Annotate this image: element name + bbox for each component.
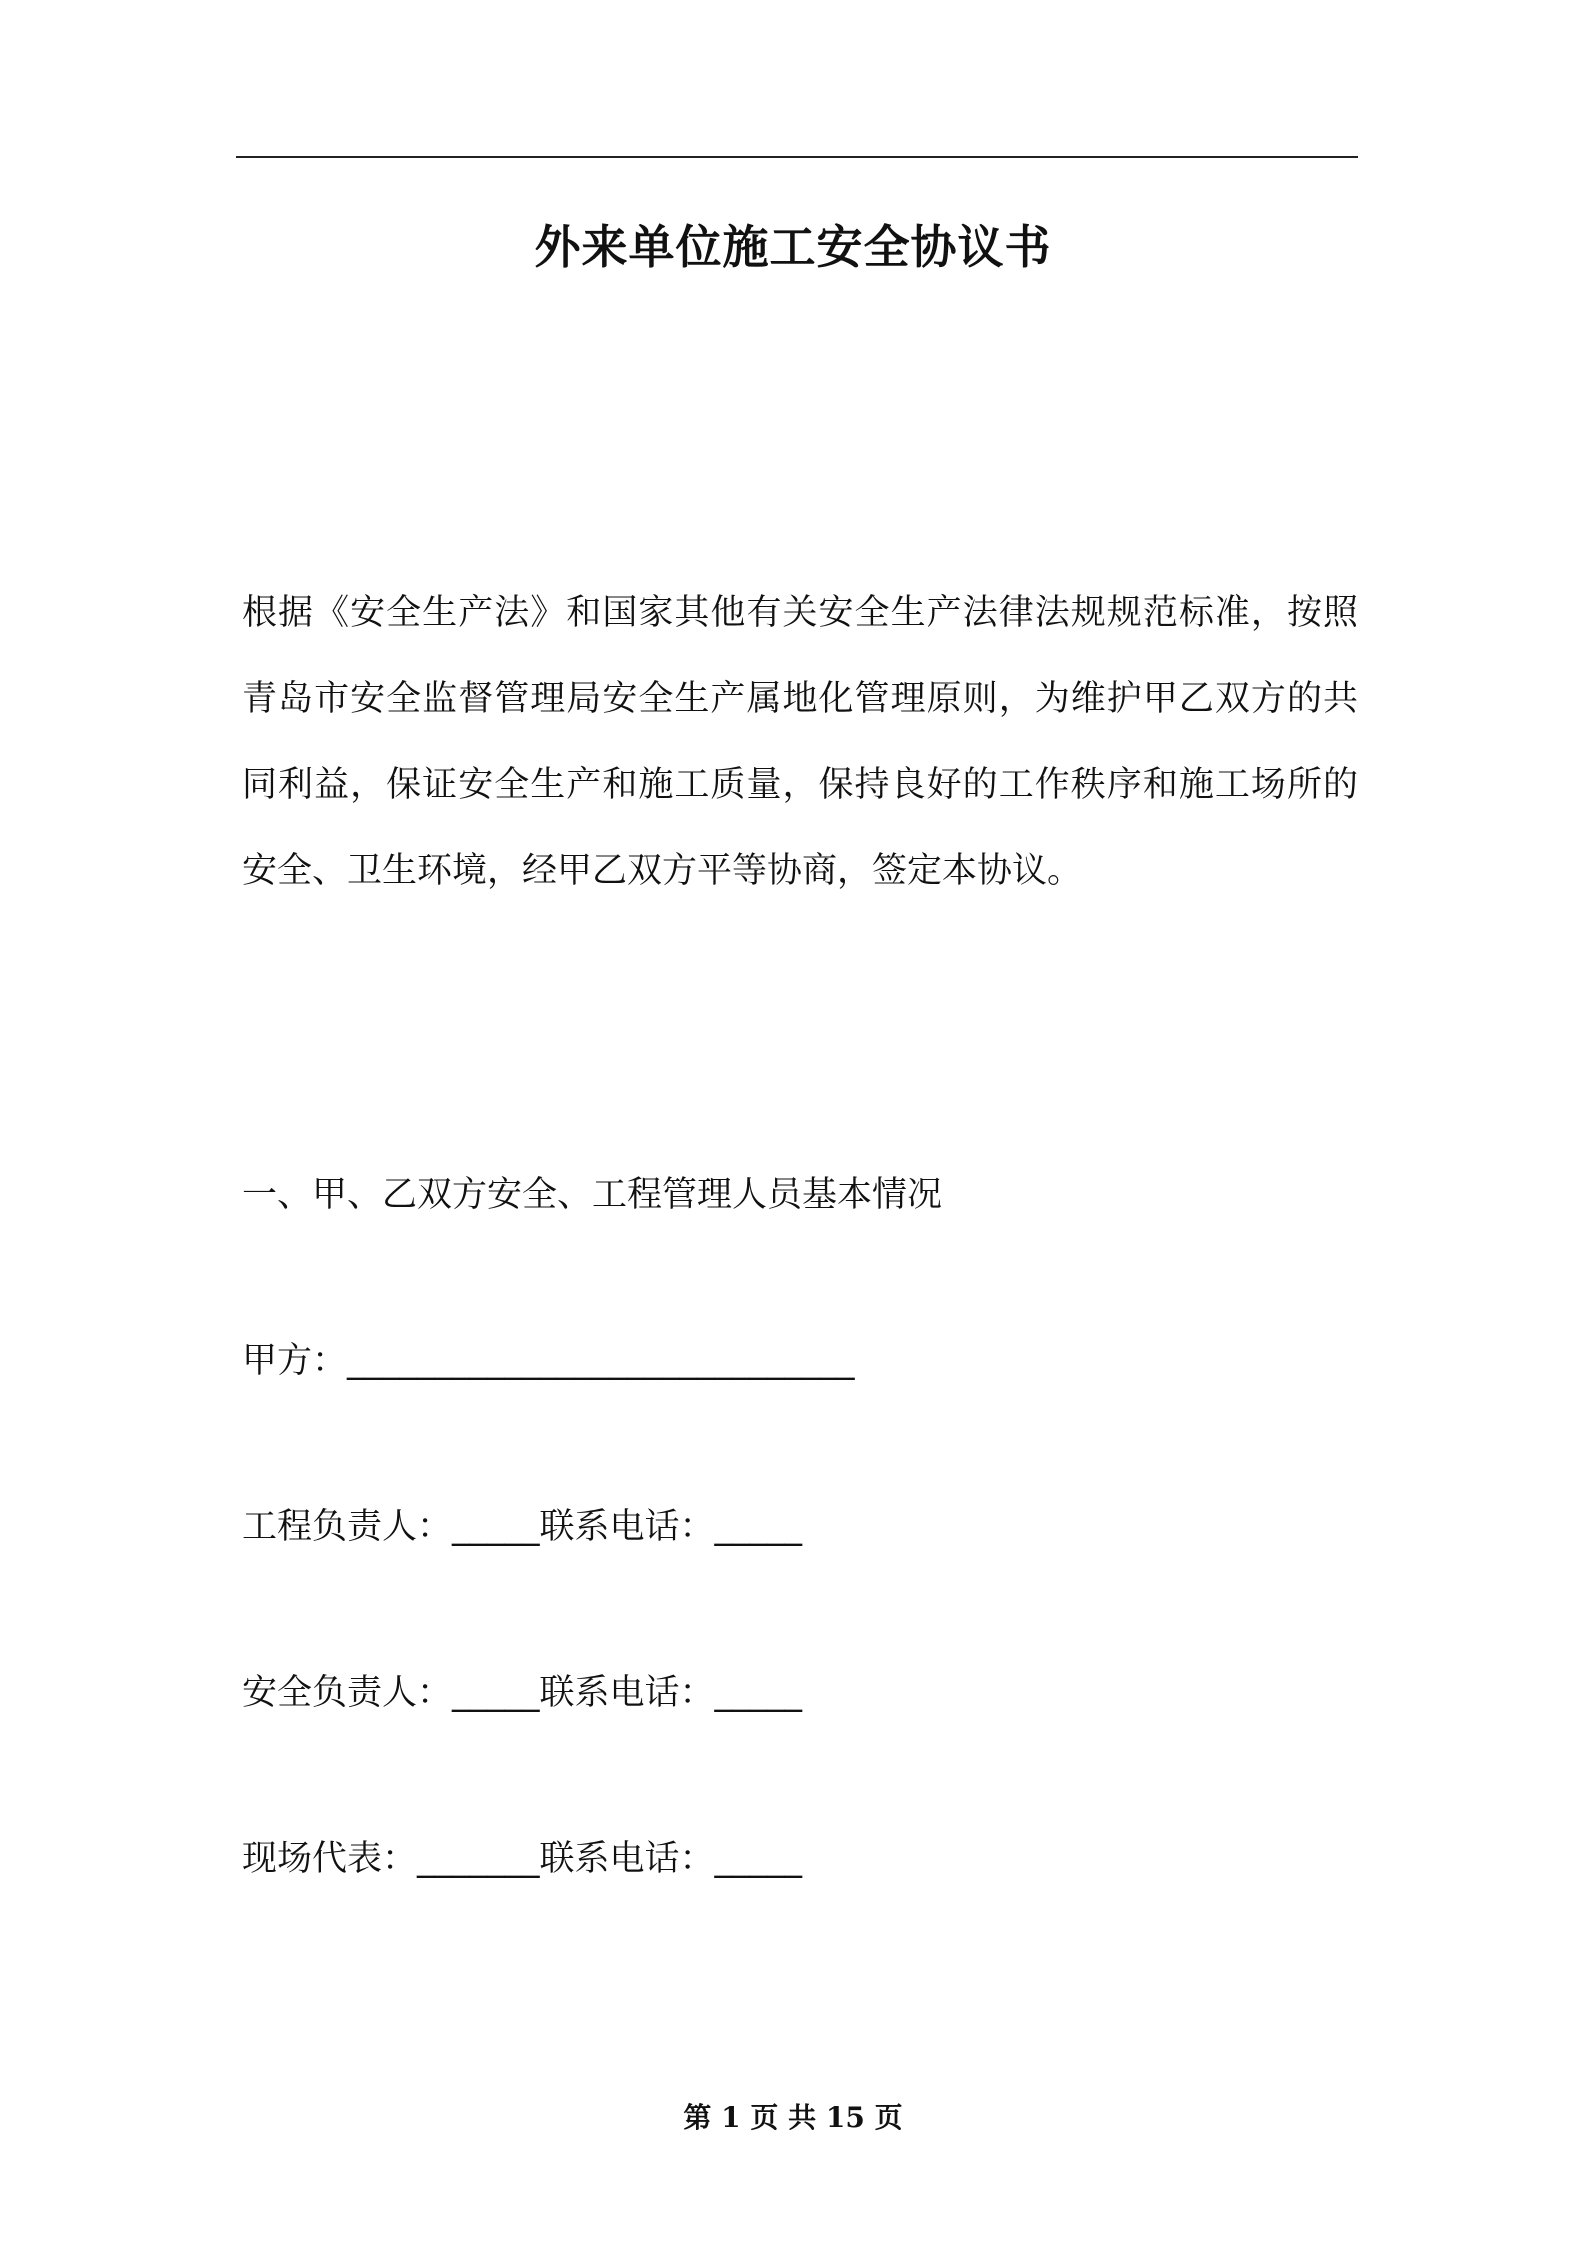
party-a-field: 甲方：_____________________________ [242, 1341, 855, 1381]
document-title: 外来单位施工安全协议书 [534, 220, 1052, 274]
intro-paragraph: 根据《安全生产法》和国家其他有关安全生产法律法规规范标准，按照青岛市安全监督管理局安全生产属地化管理原则，为维护甲乙双方的共同利益，保证安全生产和施工质量，保持良好的工作秩序和施工场所的安全、卫生环境，经甲乙双方平等协商，签定本协议。 [242, 593, 1358, 891]
project-lead-field: 工程负责人：_____联系电话：_____ [242, 1507, 803, 1547]
header-rule [236, 156, 1358, 158]
safety-lead-field: 安全负责人：_____联系电话：_____ [242, 1673, 803, 1713]
page-number: 第 1 页 共 15 页 [683, 2101, 903, 2134]
site-representative-field: 现场代表：_______联系电话：_____ [242, 1839, 803, 1879]
section-1-heading: 一、甲、乙双方安全、工程管理人员基本情况 [242, 1175, 943, 1215]
